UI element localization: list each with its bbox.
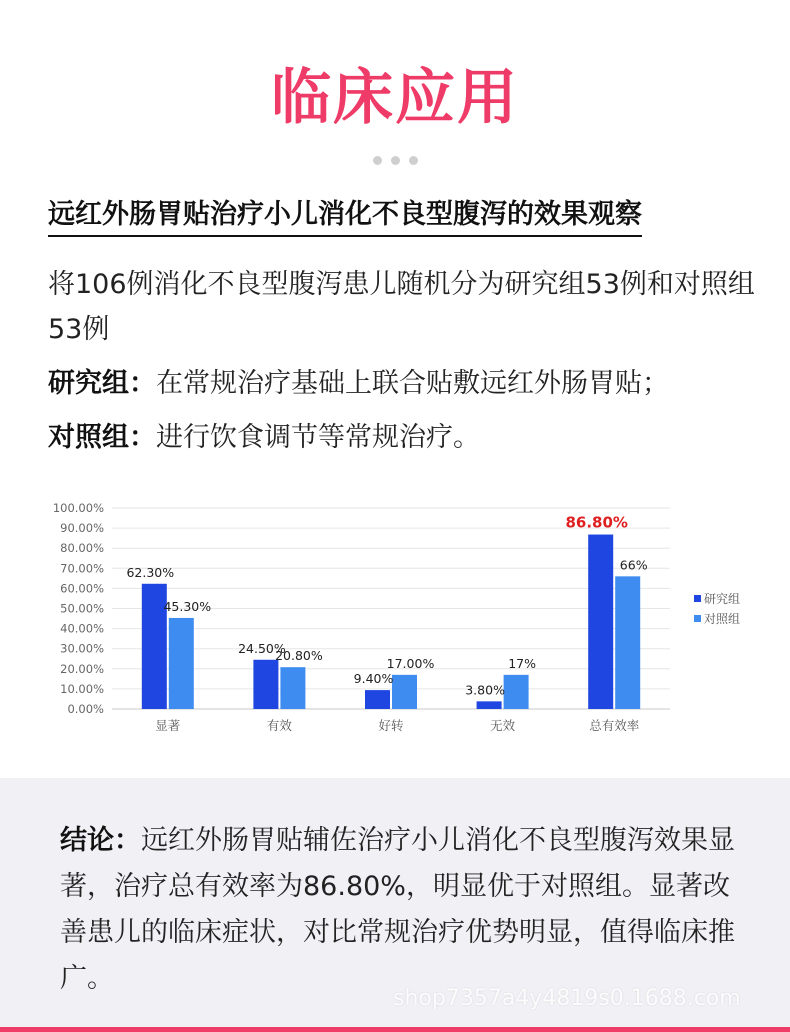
bar-study bbox=[365, 690, 390, 709]
bar-control bbox=[280, 667, 305, 709]
y-tick-label: 90.00% bbox=[60, 521, 104, 536]
legend-swatch bbox=[694, 615, 701, 622]
shop-watermark: shop7357a4y4819s0.1688.com bbox=[393, 986, 741, 1011]
bottom-accent-bar bbox=[0, 1027, 790, 1032]
y-tick-label: 30.00% bbox=[60, 641, 104, 656]
bar-control bbox=[504, 675, 529, 709]
control-group-text: 进行饮食调节等常规治疗。 bbox=[156, 422, 480, 453]
bar-study bbox=[477, 701, 502, 709]
conclusion-label: 结论： bbox=[60, 825, 141, 856]
x-tick-label: 好转 bbox=[378, 718, 404, 733]
bar-study bbox=[588, 535, 613, 709]
dot-icon bbox=[373, 156, 382, 165]
data-label: 17.00% bbox=[386, 655, 435, 671]
efficacy-bar-chart bbox=[40, 496, 770, 746]
data-label: 17% bbox=[508, 655, 536, 671]
conclusion-text: 远红外肠胃贴辅佐治疗小儿消化不良型腹泻效果显著，治疗总有效率为86.80%，明显优于对照组。显著改善患儿的临床症状，对比常规治疗优势明显，值得临床推广。 bbox=[60, 825, 735, 994]
data-label: 66% bbox=[619, 557, 648, 573]
data-label: 9.40% bbox=[353, 671, 394, 687]
data-label: 24.50% bbox=[238, 640, 286, 656]
y-tick-label: 50.00% bbox=[60, 601, 104, 616]
data-label: 62.30% bbox=[126, 564, 175, 580]
y-tick-label: 0.00% bbox=[67, 702, 104, 716]
data-label: 86.80% bbox=[565, 513, 628, 532]
bar-control bbox=[615, 576, 640, 709]
x-tick-label: 有效 bbox=[266, 718, 292, 733]
page-title: 临床应用 bbox=[271, 63, 519, 133]
dot-icon bbox=[391, 156, 400, 165]
bar-control bbox=[392, 675, 417, 709]
study-group-label: 研究组： bbox=[48, 368, 156, 399]
y-tick-label: 60.00% bbox=[60, 581, 104, 596]
bar-study bbox=[253, 660, 278, 709]
data-label: 20.80% bbox=[275, 648, 323, 664]
dot-icon bbox=[409, 156, 418, 165]
intro-text: 将106例消化不良型腹泻患儿随机分为研究组53例和对照组53例 bbox=[48, 269, 755, 345]
y-tick-label: 40.00% bbox=[60, 621, 104, 636]
data-label: 3.80% bbox=[465, 682, 505, 698]
study-group-text: 在常规治疗基础上联合贴敷远红外肠胃贴； bbox=[156, 368, 669, 399]
y-tick-label: 80.00% bbox=[60, 541, 104, 556]
data-label: 45.30% bbox=[163, 598, 212, 614]
conclusion-text-block bbox=[60, 818, 750, 1002]
study-group-line bbox=[48, 366, 669, 402]
x-tick-label: 显著 bbox=[155, 718, 181, 733]
x-tick-label: 无效 bbox=[490, 718, 516, 733]
legend-label: 对照组 bbox=[704, 612, 741, 626]
control-group-line bbox=[48, 420, 480, 456]
decorative-dots bbox=[0, 156, 790, 165]
legend-swatch bbox=[694, 595, 701, 602]
y-tick-label: 70.00% bbox=[60, 561, 104, 576]
study-subtitle: 远红外肠胃贴治疗小儿消化不良型腹泻的效果观察 bbox=[48, 198, 642, 237]
y-tick-label: 20.00% bbox=[60, 661, 104, 676]
y-tick-label: 10.00% bbox=[60, 681, 104, 696]
x-tick-label: 总有效率 bbox=[589, 718, 640, 733]
bar-control bbox=[169, 618, 194, 709]
y-tick-label: 100.00% bbox=[52, 501, 104, 515]
control-group-label: 对照组： bbox=[48, 422, 156, 453]
legend-label: 研究组 bbox=[704, 592, 741, 606]
